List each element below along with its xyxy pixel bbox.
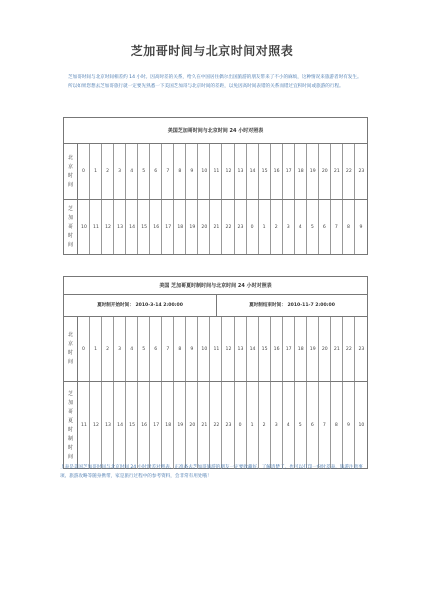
- hour-value: 3: [118, 346, 122, 352]
- hour-cell: [78, 200, 90, 254]
- hour-value: 11: [93, 224, 99, 230]
- hour-value: 11: [213, 169, 220, 174]
- hour-cell: [102, 317, 114, 381]
- hour-value: 11: [213, 346, 220, 352]
- hour-value: 18: [297, 346, 304, 352]
- hour-value: 4: [286, 423, 290, 428]
- hour-cell: [355, 382, 367, 469]
- hour-value: 1: [262, 224, 266, 230]
- hour-cell: [355, 317, 367, 381]
- hour-cell: [78, 317, 90, 381]
- hour-cell: [174, 200, 186, 254]
- hour-value: 5: [310, 224, 314, 230]
- hour-cell: [331, 317, 343, 381]
- hour-value: 13: [105, 423, 111, 428]
- hour-cell: [295, 317, 307, 381]
- hour-cell: [319, 382, 331, 469]
- hour-cell: [259, 144, 271, 199]
- row-header-label: 北京时间: [67, 154, 73, 188]
- hour-cell: [138, 382, 150, 469]
- hour-value: 6: [322, 224, 326, 230]
- dst-start-value: 2010-3-14 2:00:00: [135, 303, 183, 308]
- dst-time-table: [63, 276, 368, 469]
- hour-cell: [126, 144, 138, 199]
- hour-cell: [186, 144, 198, 199]
- hour-value: 17: [153, 423, 160, 428]
- hour-value: 2: [106, 346, 110, 352]
- hour-value: 5: [298, 423, 302, 428]
- hour-value: 4: [298, 224, 302, 230]
- hour-value: 16: [273, 169, 280, 174]
- hour-cell: [114, 144, 126, 199]
- hour-cell: [198, 144, 210, 199]
- row-header-label: 芝加哥时间: [67, 205, 73, 248]
- hour-value: 8: [334, 423, 338, 428]
- dst-end-value: 2010-11-7 2:00:00: [287, 303, 335, 308]
- standard-row: [64, 144, 367, 199]
- hour-cell: [235, 382, 247, 469]
- hour-value: 22: [345, 169, 352, 174]
- hour-cell: [126, 382, 138, 469]
- hour-value: 17: [165, 224, 172, 230]
- hour-value: 13: [237, 169, 244, 174]
- hour-cell: [114, 317, 126, 381]
- hour-cell: [331, 382, 343, 469]
- outro-paragraph: 上表是美国芝加哥时间与北京时间 24 小时时差对照表，正准备去芝加哥旅游的朋友一定要收藏好，了解清楚了，也可以打印一份时差表，旅游注意事项、旅游攻略等随身携带，家是旅行过程中的参考资料，会非常有用处哦！: [60, 465, 363, 480]
- hour-value: 0: [82, 346, 85, 352]
- hour-cell: [247, 382, 259, 469]
- hour-cell: [307, 144, 319, 199]
- hour-cell: [102, 382, 114, 469]
- row-header-label: 芝加哥夏时制时间: [67, 390, 73, 460]
- hour-cell: [343, 382, 355, 469]
- hour-cell: [174, 144, 186, 199]
- hour-value: 19: [309, 346, 316, 352]
- hour-value: 15: [261, 346, 268, 352]
- hour-cell: [331, 144, 343, 199]
- dst-period-row: [64, 295, 367, 317]
- hour-cell: [210, 317, 222, 381]
- hour-cell: [259, 317, 271, 381]
- hour-value: 17: [285, 346, 292, 352]
- hour-cell: [331, 200, 343, 254]
- hour-value: 22: [225, 224, 232, 230]
- hour-cell: [235, 200, 247, 254]
- row-header-label: 北京时间: [67, 332, 73, 365]
- hour-value: 12: [93, 423, 99, 428]
- row-header: [64, 200, 78, 254]
- hour-cell: [247, 317, 259, 381]
- row-header: [64, 382, 78, 469]
- hour-value: 23: [225, 423, 232, 428]
- hour-value: 12: [225, 169, 232, 174]
- hour-value: 2: [274, 224, 278, 230]
- hour-cell: [259, 382, 271, 469]
- hour-cell: [114, 382, 126, 469]
- hour-cell: [198, 200, 210, 254]
- hour-cell: [186, 382, 198, 469]
- hour-cell: [102, 144, 114, 199]
- hour-value: 5: [142, 169, 146, 174]
- hour-cell: [114, 200, 126, 254]
- hour-cell: [295, 144, 307, 199]
- hour-value: 14: [117, 423, 123, 428]
- hour-cell: [102, 200, 114, 254]
- hour-cell: [198, 382, 210, 469]
- hour-cell: [162, 317, 174, 381]
- hour-value: 4: [130, 346, 134, 352]
- hour-value: 23: [237, 224, 244, 230]
- hour-cell: [271, 200, 283, 254]
- hour-cell: [210, 200, 222, 254]
- hour-value: 11: [81, 423, 87, 428]
- hour-value: 10: [358, 423, 365, 428]
- hour-value: 12: [105, 224, 111, 230]
- hour-cell: [283, 317, 295, 381]
- hour-value: 6: [154, 169, 158, 174]
- row-header: [64, 144, 78, 199]
- page-title: 芝加哥时间与北京时间对照表: [130, 44, 294, 58]
- hour-value: 16: [141, 423, 148, 428]
- hour-cell: [343, 200, 355, 254]
- hour-value: 18: [177, 224, 184, 230]
- dst-end-label: 夏时制结束时间：: [249, 303, 286, 308]
- hour-value: 10: [81, 224, 87, 230]
- hour-value: 14: [249, 346, 256, 352]
- hour-cell: [283, 200, 295, 254]
- dst-row: [64, 317, 367, 381]
- hour-cell: [186, 200, 198, 254]
- hour-value: 15: [129, 423, 136, 428]
- hour-cell: [271, 382, 283, 469]
- hour-value: 7: [334, 224, 338, 230]
- hour-cell: [319, 144, 331, 199]
- hour-cell: [126, 317, 138, 381]
- hour-cell: [343, 144, 355, 199]
- hour-value: 12: [225, 346, 232, 352]
- hour-cell: [162, 200, 174, 254]
- hour-value: 1: [94, 169, 98, 174]
- hour-cell: [223, 317, 235, 381]
- hour-value: 9: [346, 423, 350, 428]
- hour-value: 13: [237, 346, 244, 352]
- hour-cell: [247, 200, 259, 254]
- hour-value: 21: [213, 224, 220, 230]
- hour-cell: [247, 144, 259, 199]
- hour-cell: [186, 317, 198, 381]
- hour-cell: [198, 317, 210, 381]
- hour-value: 5: [142, 346, 146, 352]
- hour-cell: [355, 200, 367, 254]
- hour-value: 15: [141, 224, 148, 230]
- hour-value: 1: [94, 346, 98, 352]
- hour-value: 14: [129, 224, 136, 230]
- hour-value: 17: [285, 169, 292, 174]
- hour-cell: [90, 317, 102, 381]
- row-header: [64, 317, 78, 381]
- hour-value: 9: [190, 346, 194, 352]
- hour-cell: [223, 200, 235, 254]
- hour-value: 23: [358, 169, 365, 174]
- hour-cell: [162, 382, 174, 469]
- hour-value: 18: [297, 169, 304, 174]
- hour-cell: [150, 144, 162, 199]
- hour-cell: [283, 144, 295, 199]
- hour-cell: [138, 144, 150, 199]
- hour-cell: [307, 317, 319, 381]
- dst-time-table-title: 美国 芝加哥夏时制时间与北京时间 24 小时对照表: [64, 277, 367, 295]
- hour-cell: [271, 317, 283, 381]
- hour-cell: [150, 200, 162, 254]
- hour-value: 19: [309, 169, 316, 174]
- standard-row: [64, 199, 367, 254]
- hour-value: 8: [178, 346, 182, 352]
- hour-value: 16: [153, 224, 160, 230]
- hour-value: 7: [166, 169, 170, 174]
- hour-value: 7: [166, 346, 170, 352]
- hour-cell: [126, 200, 138, 254]
- dst-start-label: 夏时制开始时间：: [97, 303, 134, 308]
- hour-cell: [90, 382, 102, 469]
- hour-cell: [210, 144, 222, 199]
- hour-value: 22: [213, 423, 220, 428]
- hour-cell: [307, 200, 319, 254]
- hour-value: 0: [250, 224, 254, 230]
- hour-value: 3: [274, 423, 278, 428]
- hour-value: 9: [190, 169, 194, 174]
- hour-value: 20: [321, 346, 328, 352]
- hour-value: 19: [177, 423, 184, 428]
- hour-value: 21: [201, 423, 208, 428]
- hour-value: 14: [249, 169, 256, 174]
- hour-cell: [259, 200, 271, 254]
- hour-cell: [343, 317, 355, 381]
- dst-end-cell: [217, 295, 367, 317]
- hour-cell: [295, 200, 307, 254]
- hour-value: 3: [118, 169, 122, 174]
- hour-cell: [174, 382, 186, 469]
- hour-value: 8: [178, 169, 182, 174]
- hour-cell: [295, 382, 307, 469]
- hour-value: 16: [273, 346, 280, 352]
- hour-value: 1: [250, 423, 254, 428]
- hour-cell: [138, 317, 150, 381]
- hour-value: 23: [358, 346, 365, 352]
- hour-cell: [271, 144, 283, 199]
- intro-paragraph: 芝加哥时间与北京时间相差约 14 小时。因高时差的关系，给久在中国居住偶尔出国旅游的朋友带来了不小的麻烦，这种情况来旅游者时有发生。所以如果您想去芝加哥旅行就一定要先熟悉一下美国芝加哥与北京时间的差距，以免因高时间表错的关系而错过宜积时间或旅游的行程。: [68, 75, 362, 90]
- standard-time-table: [63, 117, 368, 255]
- hour-value: 21: [333, 346, 340, 352]
- hour-cell: [283, 382, 295, 469]
- dst-row: [64, 381, 367, 469]
- hour-cell: [223, 382, 235, 469]
- hour-cell: [90, 200, 102, 254]
- hour-cell: [150, 317, 162, 381]
- hour-value: 9: [359, 224, 363, 230]
- hour-value: 20: [201, 224, 208, 230]
- hour-value: 6: [310, 423, 314, 428]
- hour-cell: [319, 200, 331, 254]
- hour-cell: [162, 144, 174, 199]
- hour-value: 20: [321, 169, 328, 174]
- hour-cell: [138, 200, 150, 254]
- hour-value: 2: [262, 423, 266, 428]
- hour-cell: [90, 144, 102, 199]
- hour-cell: [223, 144, 235, 199]
- hour-value: 22: [345, 346, 352, 352]
- hour-value: 0: [238, 423, 242, 428]
- hour-value: 13: [117, 224, 123, 230]
- hour-value: 3: [286, 224, 290, 230]
- hour-cell: [235, 317, 247, 381]
- hour-cell: [355, 144, 367, 199]
- hour-value: 20: [189, 423, 196, 428]
- hour-cell: [78, 382, 90, 469]
- hour-value: 15: [261, 169, 268, 174]
- hour-cell: [235, 144, 247, 199]
- hour-cell: [307, 382, 319, 469]
- hour-value: 0: [82, 169, 85, 174]
- hour-value: 18: [165, 423, 172, 428]
- hour-value: 6: [154, 346, 158, 352]
- hour-cell: [150, 382, 162, 469]
- hour-value: 10: [201, 169, 208, 174]
- hour-value: 7: [322, 423, 326, 428]
- hour-value: 2: [106, 169, 110, 174]
- hour-cell: [78, 144, 90, 199]
- hour-value: 8: [346, 224, 350, 230]
- hour-cell: [319, 317, 331, 381]
- dst-start-cell: [64, 295, 216, 317]
- hour-cell: [174, 317, 186, 381]
- hour-cell: [210, 382, 222, 469]
- standard-time-table-title: 美国芝加哥时间与北京时间 24 小时对照表: [64, 118, 367, 144]
- hour-value: 4: [130, 169, 134, 174]
- hour-value: 19: [189, 224, 196, 230]
- hour-value: 10: [201, 346, 208, 352]
- hour-value: 21: [333, 169, 340, 174]
